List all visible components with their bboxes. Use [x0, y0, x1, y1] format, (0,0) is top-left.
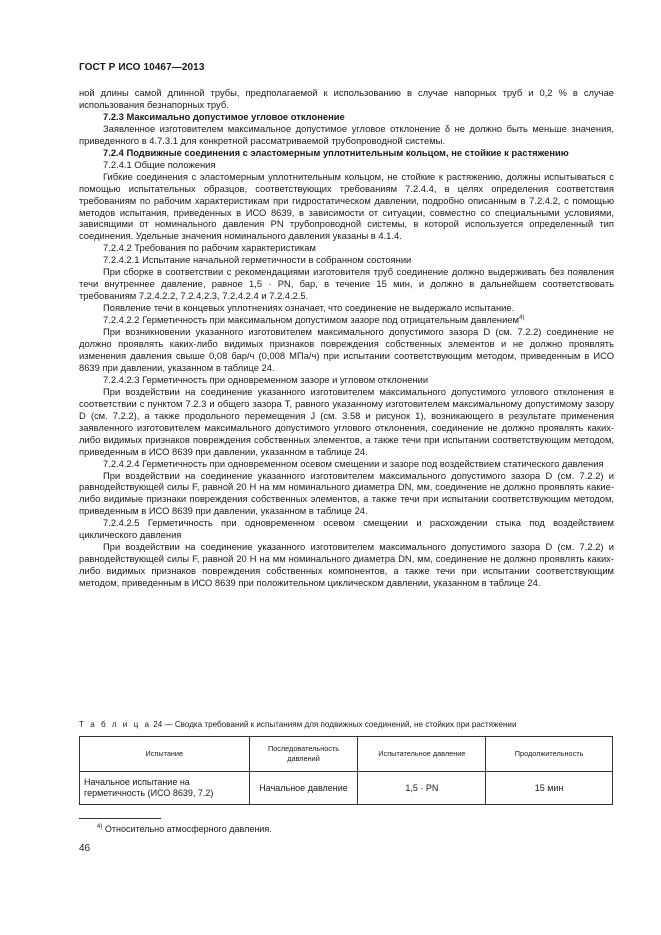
subsection-heading: 7.2.4.1 Общие положения	[103, 158, 216, 170]
table-cell: Начальное испытание на герметичность (ИСО 8639, 7.2)	[80, 772, 250, 805]
page-number: 46	[79, 843, 91, 854]
subsection-heading: 7.2.4.2.2 Герметичность при максимальном допустимом зазоре под отрицательным давлением$^{4)}$	[103, 314, 525, 326]
paragraph: Заявленное изготовителем максимальное допустимое угловое отклонение δ не должно быть меньше значения, приведенного в 4.7.3.1 для конкретной рассматриваемой трубопроводной системы.	[79, 122, 614, 146]
table-header: Продолжительность	[486, 737, 613, 772]
table-caption-text: 24 — Сводка требований к испытаниям для подвижных соединений, не стойких при растяжении	[153, 720, 517, 729]
paragraph: При сборке в соответствии с рекомендациями изготовителя труб соединение должно выдерживать без появления течи внутреннее давление, равное 1,5 · PN, бар, в течение 15 мин, и должно в дальнейшем соответствовать требованиям 7.2.4.2.2, 7.2.4.2.3, 7.2.4.2.4 и 7.2.4.2.5.	[79, 266, 614, 302]
footnote	[97, 824, 272, 834]
paragraph: Появление течи в концевых уплотнениях означает, что соединение не выдержало испытание.	[103, 302, 515, 314]
section-heading: 7.2.3 Максимально допустимое угловое отклонение	[103, 110, 345, 122]
requirements-table	[79, 736, 613, 805]
subsection-heading: 7.2.4.2.3 Герметичность при одновременном зазоре и угловом отклонении	[103, 373, 429, 385]
subsection-heading: 7.2.4.2.1 Испытание начальной герметичности в собранном состоянии	[103, 254, 412, 266]
section-heading: 7.2.4 Подвижные соединения с эластомерным уплотнительным кольцом, не стойкие к растяжению	[103, 146, 569, 158]
body-text	[79, 87, 614, 589]
standard-header: ГОСТ Р ИСО 10467—2013	[79, 62, 205, 73]
table-header-row	[80, 737, 613, 772]
subsection-heading: 7.2.4.2.4 Герметичность при одновременном осевом смещении и зазоре под воздействием статического давления	[103, 457, 604, 469]
table-row	[80, 772, 613, 805]
paragraph: При воздействии на соединение указанного изготовителем максимального допустимого зазора D (см. 7.2.2) и равнодействующей силы F, равной 20 Н на мм номинального диаметра DN, мм, соединение не должно проявлять какие-либо видимые признаки повреждения собственных элементов, а также течи при испытании соответствующим методом, приведенным в ИСО 8639 при давлении, указанном в таблице 24.	[79, 469, 614, 517]
table-cell: Начальное давление	[249, 772, 358, 805]
table-header: Испытание	[80, 737, 250, 772]
footnote-text: Относительно атмосферного давления.	[104, 824, 272, 834]
table-header: Последовательность давлений	[249, 737, 358, 772]
footnote-separator	[79, 818, 161, 819]
paragraph: При возникновении указанного изготовителем максимального допустимого зазора D (см. 7.2.2) соединение не должно проявлять каких-либо видимых признаков повреждения собственных элементов и не должно проявлять изменения давления свыше 0,08 бар/ч (0,008 МПа/ч) при испытании соответствующим методом, приведенным в ИСО 8639 при давлении, указанном в таблице 24.	[79, 326, 614, 373]
paragraph: Гибкие соединения с эластомерным уплотнительным кольцом, не стойкие к растяжению, должны испытываться с помощью испытательных образцов, соответствующих требованиям 7.2.4.4, в целях определения соответствия требованиям по рабочим характеристикам при гидростатическом давлении, подробно описанным в 7.2.4.2, с помощью методов испытания, приведенных в ИСО 8639, в зависимости от ситуации, совместно со специальными условиями, зависящими от номинального давления PN трубопроводной системы, в которой используется определенный тип соединения. Удельные значения номинального давления указаны в 4.1.4.	[79, 170, 614, 242]
subsection-heading: 7.2.4.2 Требования по рабочим характеристикам	[103, 242, 316, 254]
paragraph: ной длины самой длинной трубы, предполагаемой к использованию в случае напорных труб и 0,2 % в случае использования безнапорных труб.	[79, 87, 614, 110]
paragraph: При воздействии на соединение указанного изготовителем максимального допустимого углового отклонения в соответствии с пунктом 7.2.3 и общего зазора T, равного указанному изготовителем максимальному допустимому зазору D (см. 7.2.2), а также продольного перемещения J (см. 3.58 и рисунок 1), возникающего в результате применения заявленного изготовителем максимального допустимого углового отклонения, соединение не должно проявлять каких-либо видимых признаков повреждения собственных элементов, а также течи при испытании соответствующим методом, приведенным в ИСО 8639 при давлении, указанном в таблице 24.	[79, 385, 614, 457]
table-cell: 1,5 · PN	[358, 772, 486, 805]
table-caption-prefix: Т а б л и ц а	[79, 720, 151, 729]
subsection-heading: 7.2.4.2.5 Герметичность при одновременном осевом смещении и расхождении стыка под воздействием циклического давления	[79, 517, 614, 541]
table-cell: 15 мин	[486, 772, 613, 805]
footnote-ref: 4)	[519, 314, 525, 321]
paragraph: При воздействии на соединение указанного изготовителем максимального допустимого зазора D (см. 7.2.2) и равнодействующей силы F, равной 20 Н на мм номинального диаметра DN, мм, соединение не должно проявлять каких-либо видимых признаков повреждения собственных компонентов, а также течи при испытании соответствующим методом, приведенным в ИСО 8639 при положительном циклическом давлении, указанном в таблице 24.	[79, 541, 614, 589]
table-header: Испытательное давление	[358, 737, 486, 772]
table-caption	[79, 720, 614, 729]
footnote-mark: 4)	[97, 824, 103, 830]
